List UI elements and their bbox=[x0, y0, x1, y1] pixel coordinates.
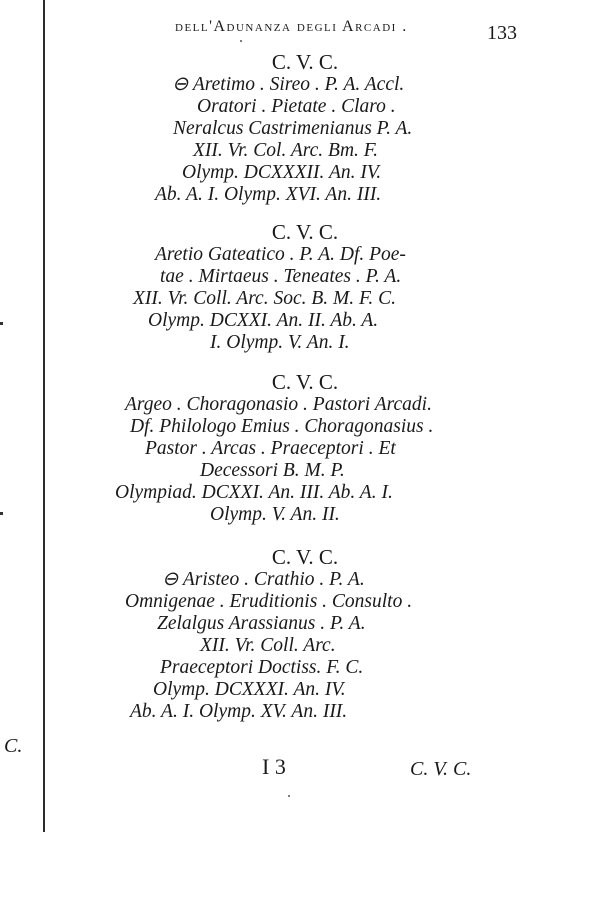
entry-line: XII. Vr. Coll. Arc. bbox=[200, 635, 336, 656]
entry-line: ⊖ Aristeo . Crathio . P. A. bbox=[162, 569, 365, 590]
entry-line: Olymp. V. An. II. bbox=[210, 504, 340, 525]
gutter-text: C. bbox=[4, 735, 23, 757]
catchword: C. V. C. bbox=[410, 758, 472, 780]
entry-line: Neralcus Castrimenianus P. A. bbox=[173, 118, 413, 139]
entry-line: Argeo . Choragonasio . Pastori Arcadi. bbox=[125, 394, 432, 415]
entry-line: ⊖ Aretimo . Sireo . P. A. Accl. bbox=[172, 74, 405, 95]
entry-line: Olympiad. DCXXI. An. III. Ab. A. I. bbox=[115, 482, 393, 503]
entry-line: Oratori . Pietate . Claro . bbox=[197, 96, 396, 117]
binding-gutter-line bbox=[43, 0, 45, 832]
paper-speck bbox=[288, 795, 290, 797]
entry-line: Ab. A. I. Olymp. XV. An. III. bbox=[130, 701, 348, 722]
entry-heading: C. V. C. bbox=[271, 545, 339, 569]
entry-line: Aretio Gateatico . P. A. Df. Poe- bbox=[155, 244, 406, 265]
entry-line: Ab. A. I. Olymp. XVI. An. III. bbox=[155, 184, 382, 205]
entry-heading: C. V. C. bbox=[271, 370, 339, 394]
entry-heading: C. V. C. bbox=[271, 50, 339, 74]
running-head: dell'Adunanza degli Arcadi . bbox=[175, 18, 408, 35]
inscription-entry-2 bbox=[105, 220, 505, 354]
inscription-entry-1 bbox=[105, 50, 505, 206]
gutter-mark bbox=[0, 322, 3, 325]
entry-line: I. Olymp. V. An. I. bbox=[210, 332, 350, 353]
entry-line: Praeceptori Doctiss. F. C. bbox=[160, 657, 364, 678]
entry-line: tae . Mirtaeus . Teneates . P. A. bbox=[160, 266, 402, 287]
entry-line: Olymp. DCXXXI. An. IV. bbox=[153, 679, 346, 700]
entry-line: Olymp. DCXXXII. An. IV. bbox=[182, 162, 382, 183]
entry-line: Olymp. DCXXI. An. II. Ab. A. bbox=[148, 310, 379, 331]
entry-line: Df. Philologo Emius . Choragonasius . bbox=[130, 416, 434, 437]
inscription-entry-3 bbox=[105, 370, 505, 526]
entry-line: XII. Vr. Col. Arc. Bm. F. bbox=[193, 140, 379, 161]
entry-line: Omnigenae . Eruditionis . Consulto . bbox=[125, 591, 413, 612]
entry-line: Pastor . Arcas . Praeceptori . Et bbox=[145, 438, 396, 459]
entry-line: Decessori B. M. P. bbox=[200, 460, 345, 481]
entry-heading: C. V. C. bbox=[271, 220, 339, 244]
page-number: 133 bbox=[487, 22, 517, 44]
entry-line: Zelalgus Arassianus . P. A. bbox=[157, 613, 366, 634]
entry-line: XII. Vr. Coll. Arc. Soc. B. M. F. C. bbox=[133, 288, 397, 309]
gutter-mark bbox=[0, 512, 3, 515]
paper-speck bbox=[240, 40, 242, 42]
signature-mark: I 3 bbox=[262, 754, 286, 779]
inscription-entry-4 bbox=[105, 545, 505, 723]
